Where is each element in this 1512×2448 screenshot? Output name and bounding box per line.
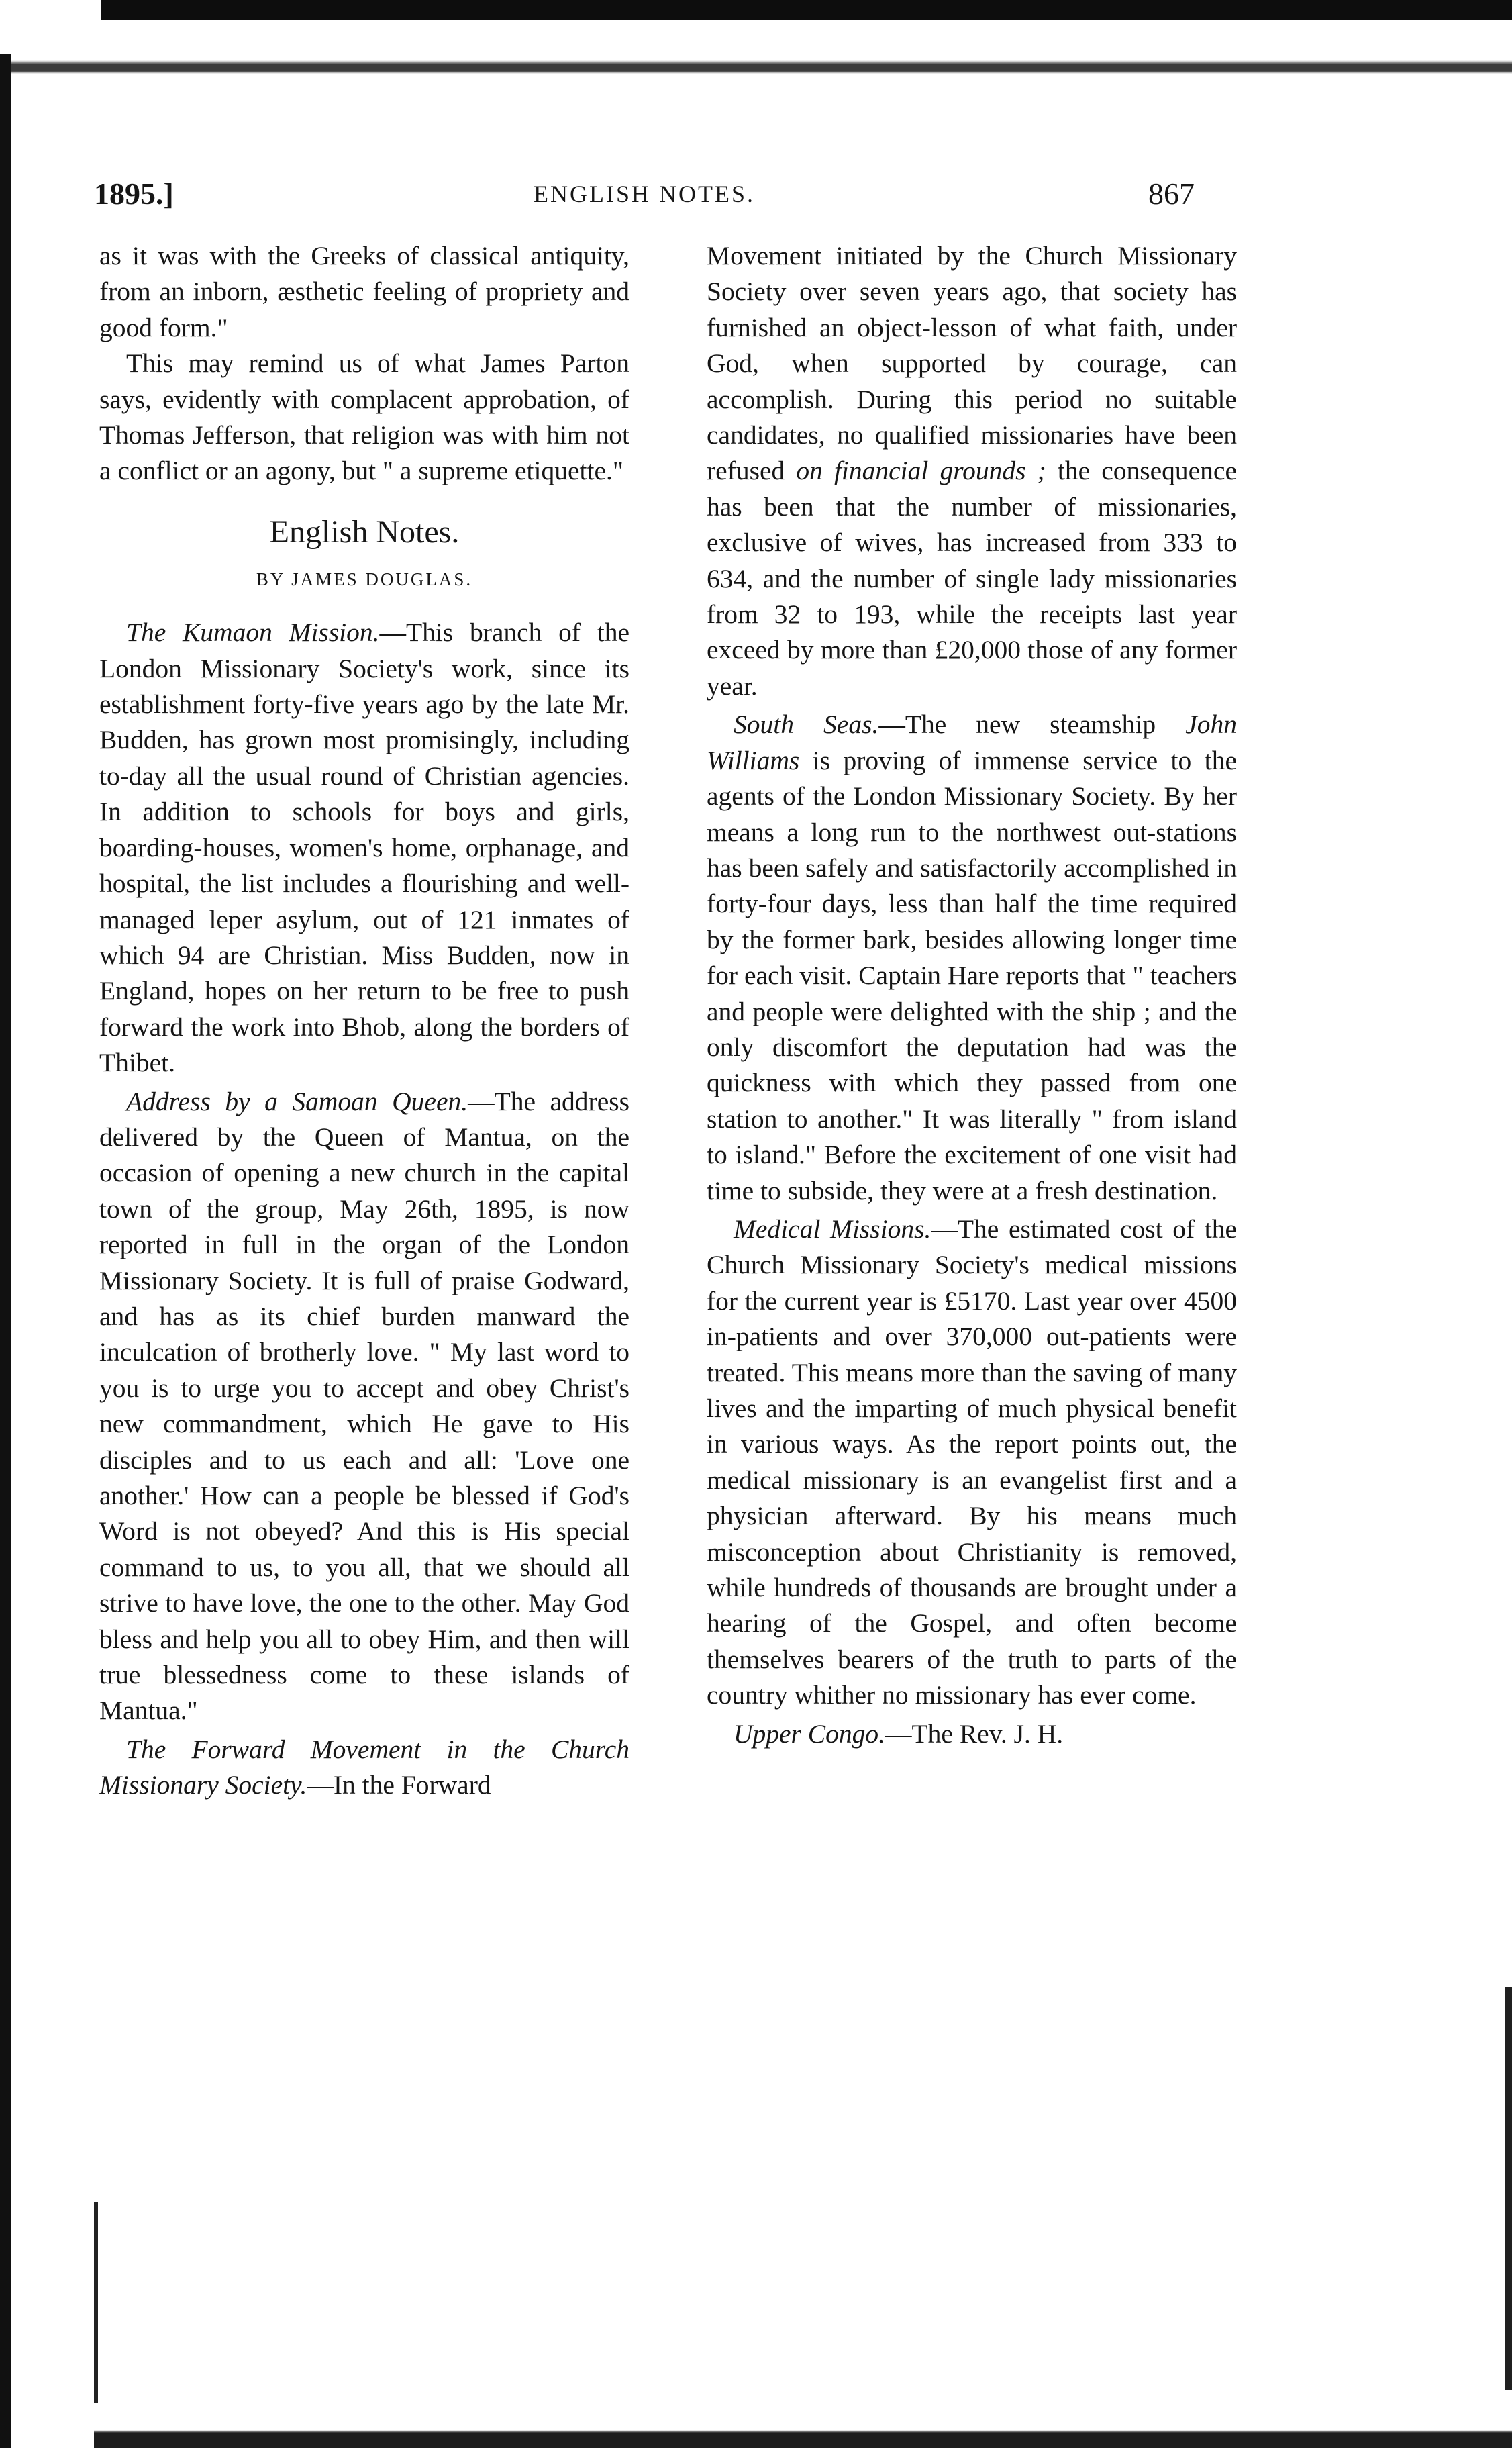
- section-title: English Notes.: [269, 513, 460, 550]
- south-seas-heading: South Seas.: [734, 709, 879, 740]
- scan-edge-top: [101, 0, 1512, 20]
- running-head: [94, 176, 1195, 216]
- scan-edge-top-rules: [0, 20, 1512, 74]
- parton-paragraph: This may remind us of what James Parton says, evidently with complacent approbation, of Thomas Jefferson, that religion was with him not a conflict or an agony, but " a supreme etiquette.": [99, 348, 629, 486]
- upper-congo-heading: Upper Congo.: [734, 1718, 886, 1749]
- ship-name: John Williams: [707, 709, 1237, 775]
- upper-congo-paragraph: [707, 1716, 1237, 1752]
- opening-paragraph: as it was with the Greeks of classical antiquity, from an inborn, æsthetic feeling of propriety and good form.": [99, 241, 629, 342]
- kumaon-paragraph: [99, 615, 629, 1081]
- byline: BY JAMES DOUGLAS.: [256, 569, 473, 589]
- medical-heading: Medical Missions.: [734, 1214, 931, 1244]
- upper-congo-text: —The Rev. J. H.: [885, 1718, 1064, 1749]
- samoan-heading: Address by a Samoan Queen.: [126, 1086, 468, 1116]
- scan-edge-left: [0, 54, 11, 2448]
- scan-edge-bottom: [94, 2410, 1512, 2448]
- forward-continued-paragraph: [707, 238, 1237, 704]
- forward-heading: The Forward Movement in the Church Missionary Society.: [99, 1734, 629, 1800]
- south-seas-text-1: —The new steamship: [878, 709, 1186, 740]
- samoan-paragraph: [99, 1084, 629, 1729]
- forward-text: —In the Forward: [307, 1770, 491, 1800]
- medical-text: —The estimated cost of the Church Missionary Society's medical missions for the current year is £5170. Last year over 4500 in-patients and over 370,000 out-patients were treated. This means more than the saving of many lives and the imparting of much physical benefit in various ways. As the report points out, the medical missionary is an evangelist first and a physician afterward. By his means much misconception about Christianity is removed, while hundreds of thousands are brought under a hearing of the Gospel, and often become themselves bearers of the truth to parts of the country whither no missionary has ever come.: [707, 1214, 1237, 1710]
- left-column: [99, 238, 629, 1804]
- scan-edge-left-inner: [94, 2202, 98, 2403]
- kumaon-heading: The Kumaon Mission.: [126, 618, 380, 648]
- south-seas-text-2: is proving of immense service to the agents of the London Missionary Society. By her means a long run to the northwest out-stations has been safely and satisfactorily accomplished in forty-four days, less than half the time required by the former bark, besides allowing longer time for each visit. Captain Hare reports that " teachers and people were delighted with the ship ; and the only discomfort the deputation had was the quickness with which they passed from one station to another." It was literally " from island to island." Before the excitement of one visit had time to subside, they were at a fresh destination.: [707, 745, 1237, 1206]
- medical-paragraph: [707, 1212, 1237, 1714]
- forward-continued-text: Movement initiated by the Church Missionary Society over seven years ago, that society has furnished an object-lesson of what faith, under God, when supported by courage, can accomplish. During this period no suitable candidates, no qualified missionaries have been refused: [707, 241, 1237, 486]
- running-head-year: 1895.]: [94, 177, 174, 211]
- right-column: [707, 238, 1237, 1752]
- scan-edge-right: [1505, 1987, 1512, 2390]
- running-head-title: ENGLISH NOTES.: [534, 181, 755, 207]
- forward-continued-text-2: the consequence has been that the number of missionaries, exclusive of wives, has increased from 333 to 634, and the number of single lady missionaries from 32 to 193, while the receipts last year exceed by more than £20,000 those of any former year.: [707, 456, 1237, 701]
- forward-emphasis: on financial grounds ;: [796, 456, 1046, 486]
- kumaon-text: —This branch of the London Missionary Society's work, since its establishment forty-five years ago by the late Mr. Budden, has grown most promisingly, including to-day all the usual round of Christian agencies. In addition to schools for boys and girls, boarding-houses, women's home, orphanage, and hospital, the list includes a flourishing and well-managed leper asylum, out of 121 inmates of which 94 are Christian. Miss Budden, now in England, hopes on her return to be free to push forward the work into Bhob, along the borders of Thibet.: [99, 618, 629, 1078]
- page-number: 867: [1148, 177, 1195, 211]
- forward-paragraph: [99, 1732, 629, 1804]
- south-seas-paragraph: [707, 707, 1237, 1209]
- samoan-text: —The address delivered by the Queen of Mantua, on the occasion of opening a new church in the capital town of the group, May 26th, 1895, is now reported in full in the organ of the London Missionary Society. It is full of praise Godward, and has as its chief burden manward the inculcation of brotherly love. " My last word to you is to urge you to accept and obey Christ's new commandment, which He gave to His disciples and to us each and all: 'Love one another.' How can a people be blessed if God's Word is not obeyed? And this is His special command to us, to you all, that we should all strive to have love, the one to the other. May God bless and help you all to obey Him, and then will true blessedness come to these islands of Mantua.": [99, 1086, 629, 1726]
